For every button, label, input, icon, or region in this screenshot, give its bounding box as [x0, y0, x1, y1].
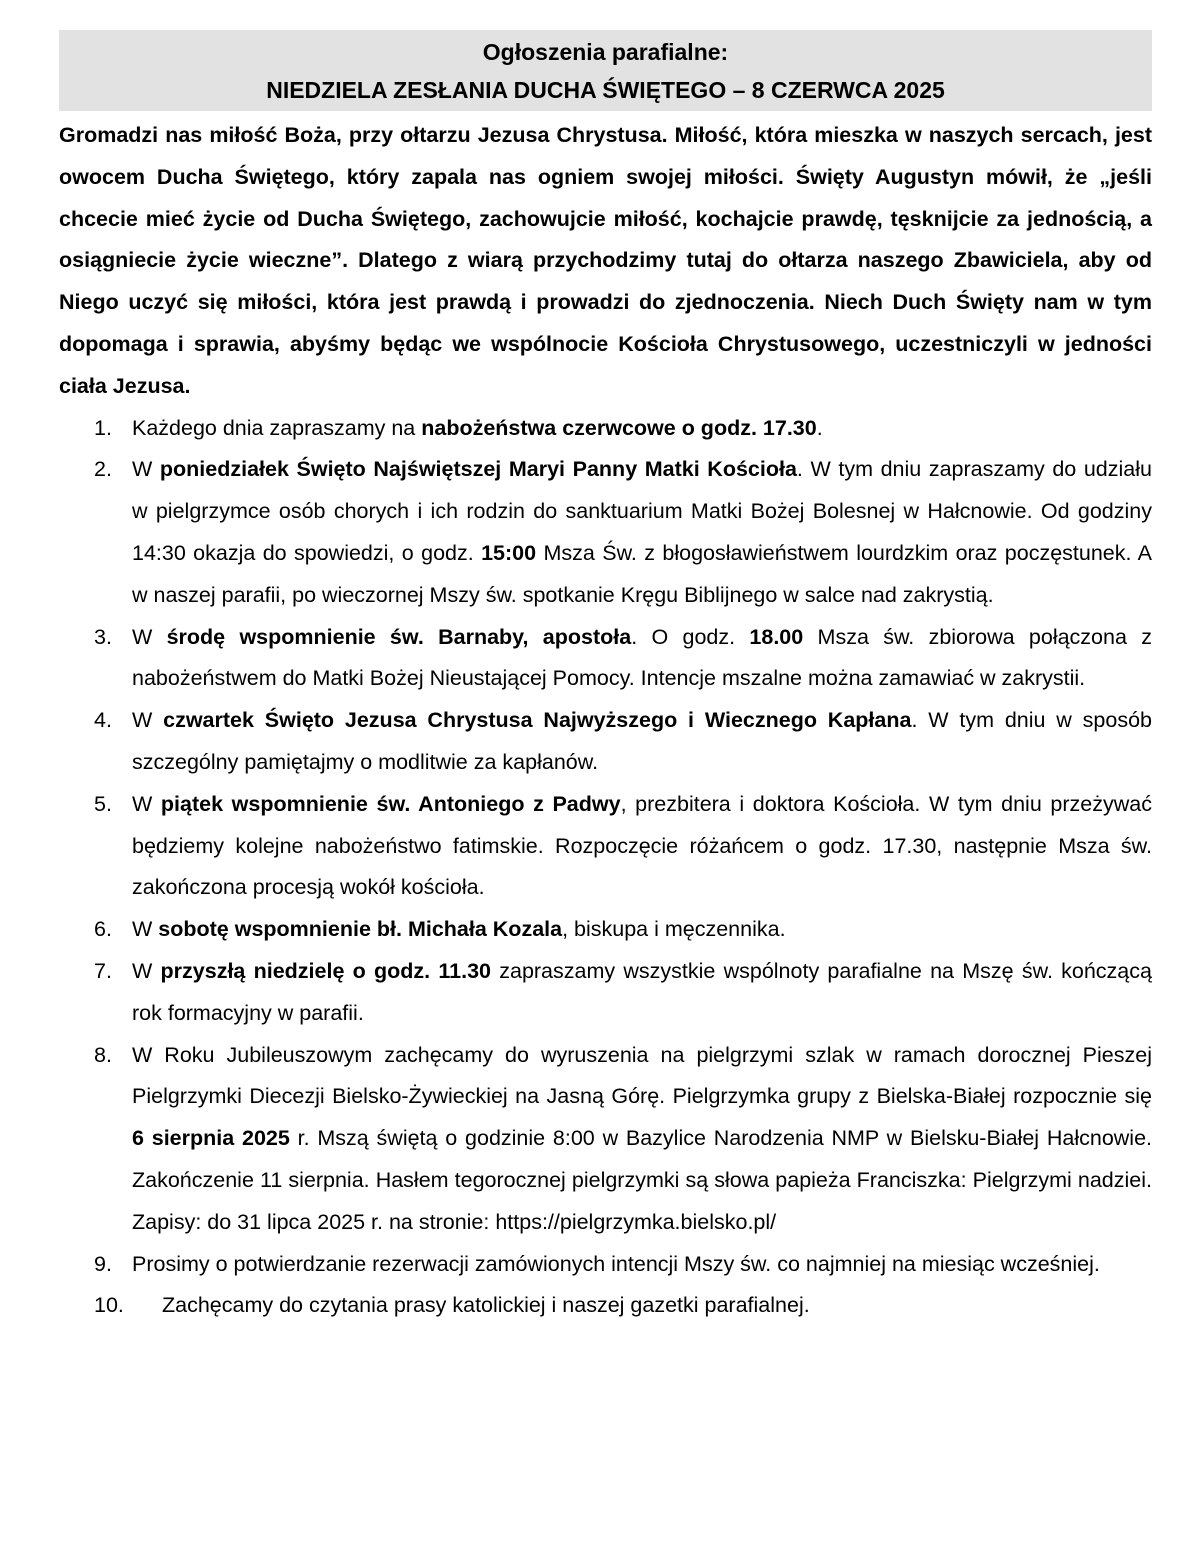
list-item-text: Każdego dnia zapraszamy na: [132, 415, 422, 440]
list-item-text: W: [132, 708, 164, 733]
list-item-number: 5.: [94, 791, 112, 816]
intro-paragraph: Gromadzi nas miłość Boża, przy ołtarzu Jezusa Chrystusa. Miłość, która mieszka w naszych sercach, jest owocem Ducha Świętego, który zapala nas ogniem swojej miłości. Święty Augustyn mówił, że „jeśli chcecie mieć życie od Ducha Świętego, zachowujcie miłość, kochajcie prawdę, tęsknijcie za jednością, a osiągniecie życie wieczne”. Dlatego z wiarą przychodzimy tutaj do ołtarza naszego Zbawiciela, aby od Niego uczyć się miłości, która jest prawdą i prowadzi do zjednoczenia. Niech Duch Święty nam w tym dopomaga i sprawia, abyśmy będąc we wspólnocie Kościoła Chrystusowego, uczestniczyli w jedności ciała Jezusa.: [59, 123, 1152, 398]
list-item-text: .: [816, 415, 823, 440]
list-item-emphasis: przyszłą niedzielę o godz. 11.30: [160, 958, 491, 983]
header-subtitle: NIEDZIELA ZESŁANIA DUCHA ŚWIĘTEGO – 8 CZERWCA 2025: [266, 77, 945, 103]
list-item-number: 7.: [94, 958, 112, 983]
list-item-emphasis: środę wspomnienie św. Barnaby, apostoła: [166, 624, 632, 649]
list-item-text: . O godz.: [631, 624, 750, 649]
list-item-text: . W tym dniu zapraszamy do udziału w pielgrzymce osób chorych i ich rodzin do sanktuarium Matki Bożej Bolesnej w Hałcnowie. Od godziny 14:30 okazja do spowiedzi, o godz.: [132, 457, 1152, 565]
list-item-text: Msza Św. z błogosławieństwem lourdzkim oraz poczęstunek. A w naszej parafii, po wieczornej Mszy św. spotkanie Kręgu Biblijnego w salce nad zakrystią.: [132, 540, 1152, 607]
list-item-number: 4.: [94, 708, 112, 733]
list-item: [59, 700, 1152, 784]
list-item-emphasis: czwartek Święto Jezusa Chrystusa Najwyższego i Wiecznego Kapłana: [163, 708, 912, 733]
list-item-emphasis: poniedziałek Święto Najświętszej Maryi Panny Matki Kościoła: [159, 457, 797, 482]
list-item: [59, 1244, 1152, 1286]
list-item-number: 6.: [94, 917, 112, 942]
list-item-text: W: [132, 917, 159, 942]
list-item-text: , biskupa i męczennika.: [562, 917, 786, 942]
list-item-text: zapraszamy wszystkie wspólnoty parafialne na Mszę św. kończącą rok formacyjny w parafii.: [132, 958, 1152, 1025]
list-item-number: 2.: [94, 457, 112, 482]
list-item: [59, 784, 1152, 909]
list-item-text: W Roku Jubileuszowym zachęcamy do wyruszenia na pielgrzymi szlak w ramach dorocznej Pieszej Pielgrzymki Diecezji Bielsko-Żywieckiej na Jasną Górę. Pielgrzymka grupy z Bielska-Białej rozpocznie się: [132, 1042, 1152, 1109]
list-item-text: Zachęcamy do czytania prasy katolickiej i naszej gazetki parafialnej.: [162, 1293, 810, 1318]
list-item-text: W: [132, 457, 160, 482]
list-item-emphasis: nabożeństwa czerwcowe o godz. 17.30: [421, 415, 817, 440]
list-item-emphasis: piątek wspomnienie św. Antoniego z Padwy: [160, 791, 621, 816]
list-item-text: Msza św. zbiorowa połączona z nabożeństwem do Matki Bożej Nieustającej Pomocy. Intencje mszalne można zamawiać w zakrystii.: [132, 624, 1152, 691]
list-item-number: 8.: [94, 1042, 112, 1067]
announcement-list: [59, 408, 1152, 1328]
list-item-emphasis: sobotę wspomnienie bł. Michała Kozala: [158, 917, 563, 942]
list-item: [59, 909, 1152, 951]
list-item: [59, 617, 1152, 701]
list-item: [59, 449, 1152, 616]
list-item-emphasis: 15:00: [481, 540, 537, 565]
list-item-text: . W tym dniu w sposób szczególny pamiętajmy o modlitwie za kapłanów.: [132, 708, 1152, 774]
page-header: [59, 30, 1152, 111]
list-item-text: W: [132, 958, 161, 983]
list-item: [59, 1035, 1152, 1244]
header-title: Ogłoszenia parafialne:: [482, 39, 729, 65]
announcements-page: [59, 30, 1152, 1327]
list-item: [59, 951, 1152, 1035]
list-item-text: W: [132, 624, 167, 649]
list-item: [59, 1285, 1152, 1327]
list-item-number: 10.: [94, 1293, 124, 1318]
list-item: [59, 408, 1152, 450]
list-item-text: Prosimy o potwierdzanie rezerwacji zamówionych intencji Mszy św. co najmniej na miesiąc wcześniej.: [132, 1251, 1100, 1276]
list-item-number: 1.: [94, 415, 112, 440]
list-item-number: 3.: [94, 624, 112, 649]
list-item-emphasis: 6 sierpnia 2025: [132, 1126, 290, 1151]
list-item-emphasis: 18.00: [749, 624, 804, 649]
list-item-text: r. Mszą świętą o godzinie 8:00 w Bazylice Narodzenia NMP w Bielsku-Białej Hałcnowie. Zakończenie 11 sierpnia. Hasłem tegorocznej pielgrzymki są słowa papieża Franciszka: Pielgrzymi nadziei. Zapisy: do 31 lipca 2025 r. na stronie: https://pielgrzymka.bielsko.pl/: [132, 1126, 1153, 1234]
list-item-text: W: [132, 791, 161, 816]
list-item-text: , prezbitera i doktora Kościoła. W tym dniu przeżywać będziemy kolejne nabożeństwo fatimskie. Rozpoczęcie różańcem o godz. 17.30, następnie Msza św. zakończona procesją wokół kościoła.: [132, 791, 1152, 900]
list-item-number: 9.: [94, 1251, 112, 1276]
